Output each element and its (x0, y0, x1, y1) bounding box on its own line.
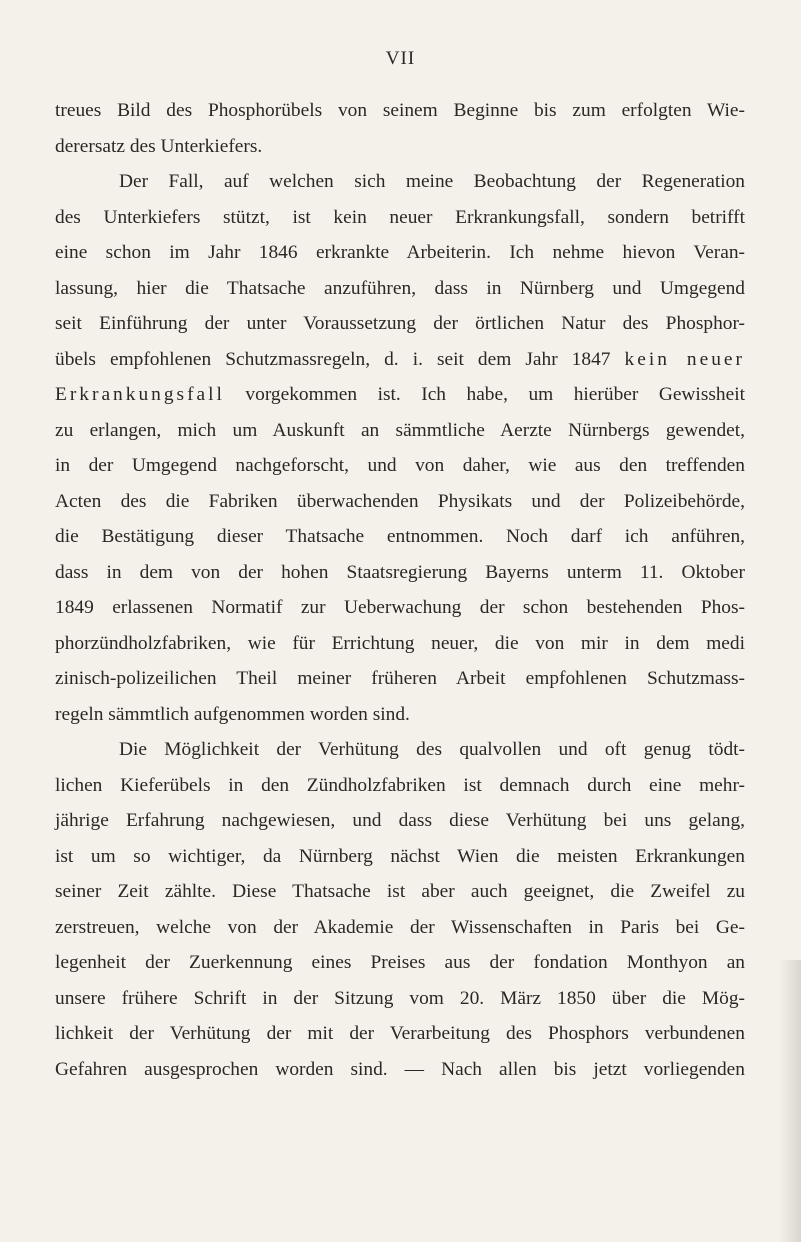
text-line: dass in dem von der hohen Staatsregierung Bayerns unterm 11. Oktober (55, 561, 745, 583)
emphasized-text: Erkrankungsfall (55, 384, 225, 405)
text-line: seiner Zeit zählte. Diese Thatsache ist aber auch geeignet, die Zweifel zu (55, 881, 745, 902)
page-edge-shadow (779, 960, 801, 1242)
text-line: treues Bild des Phosphorübels von seinem Beginne bis zum erfolgten Wie- (55, 100, 745, 121)
text-line: regeln sämmtlich aufgenommen worden sind. (55, 703, 410, 725)
text-line: jährige Erfahrung nachgewiesen, und dass diese Verhütung bei uns gelang, (55, 810, 745, 831)
text-line: zinisch-polizeilichen Theil meiner früheren Arbeit empfohlenen Schutzmass- (55, 668, 745, 689)
text-line: unsere frühere Schrift in der Sitzung vom 20. März 1850 über die Mög- (55, 987, 745, 1009)
text-line: lassung, hier die Thatsache anzuführen, dass in Nürnberg und Umgegend (55, 277, 745, 299)
text-line: derersatz des Unterkiefers. (55, 135, 263, 157)
text-line-emphasis-container (55, 377, 745, 413)
body-text (55, 93, 745, 1087)
text-line: Der Fall, auf welchen sich meine Beobachtung der Regeneration (119, 171, 745, 192)
text-line: legenheit der Zuerkennung eines Preises aus der fondation Monthyon an (55, 952, 745, 973)
text-line: phorzündholzfabriken, wie für Errichtung neuer, die von mir in dem medi (55, 632, 745, 654)
text-line: seit Einführung der unter Voraussetzung der örtlichen Natur des Phosphor- (55, 313, 745, 334)
text-line: zu erlangen, mich um Auskunft an sämmtliche Aerzte Nürnbergs gewendet, (55, 419, 745, 441)
text-line-emphasis-container (55, 342, 745, 378)
emphasized-text: kein neuer (624, 348, 745, 370)
text-line: lichen Kieferübels in den Zündholzfabriken ist demnach durch eine mehr- (55, 774, 745, 796)
text-line: Gefahren ausgesprochen worden sind. — Nach allen bis jetzt vorliegenden (55, 1058, 745, 1080)
text-line: lichkeit der Verhütung der mit der Verarbeitung des Phosphors verbundenen (55, 1023, 745, 1044)
text-line: Acten des die Fabriken überwachenden Physikats und der Polizeibehörde, (55, 490, 745, 512)
text-line: in der Umgegend nachgeforscht, und von daher, wie aus den treffenden (55, 455, 745, 476)
page-number: VII (385, 48, 416, 69)
text-line: Die Möglichkeit der Verhütung des qualvollen und oft genug tödt- (119, 739, 745, 760)
text-line: des Unterkiefers stützt, ist kein neuer Erkrankungsfall, sondern betrifft (55, 206, 745, 228)
text-line: 1849 erlassenen Normatif zur Ueberwachung der schon bestehenden Phos- (55, 597, 745, 618)
text-segment: vorgekommen ist. Ich habe, um hierüber Gewissheit (245, 384, 745, 405)
text-line: eine schon im Jahr 1846 erkrankte Arbeiterin. Ich nehme hievon Veran- (55, 242, 745, 263)
text-line: die Bestätigung dieser Thatsache entnommen. Noch darf ich anführen, (55, 526, 745, 547)
text-line: zerstreuen, welche von der Akademie der Wissenschaften in Paris bei Ge- (55, 916, 745, 938)
text-segment: übels empfohlenen Schutzmassregeln, d. i. seit dem Jahr 1847 (55, 348, 611, 370)
text-line: ist um so wichtiger, da Nürnberg nächst Wien die meisten Erkrankungen (55, 845, 745, 867)
